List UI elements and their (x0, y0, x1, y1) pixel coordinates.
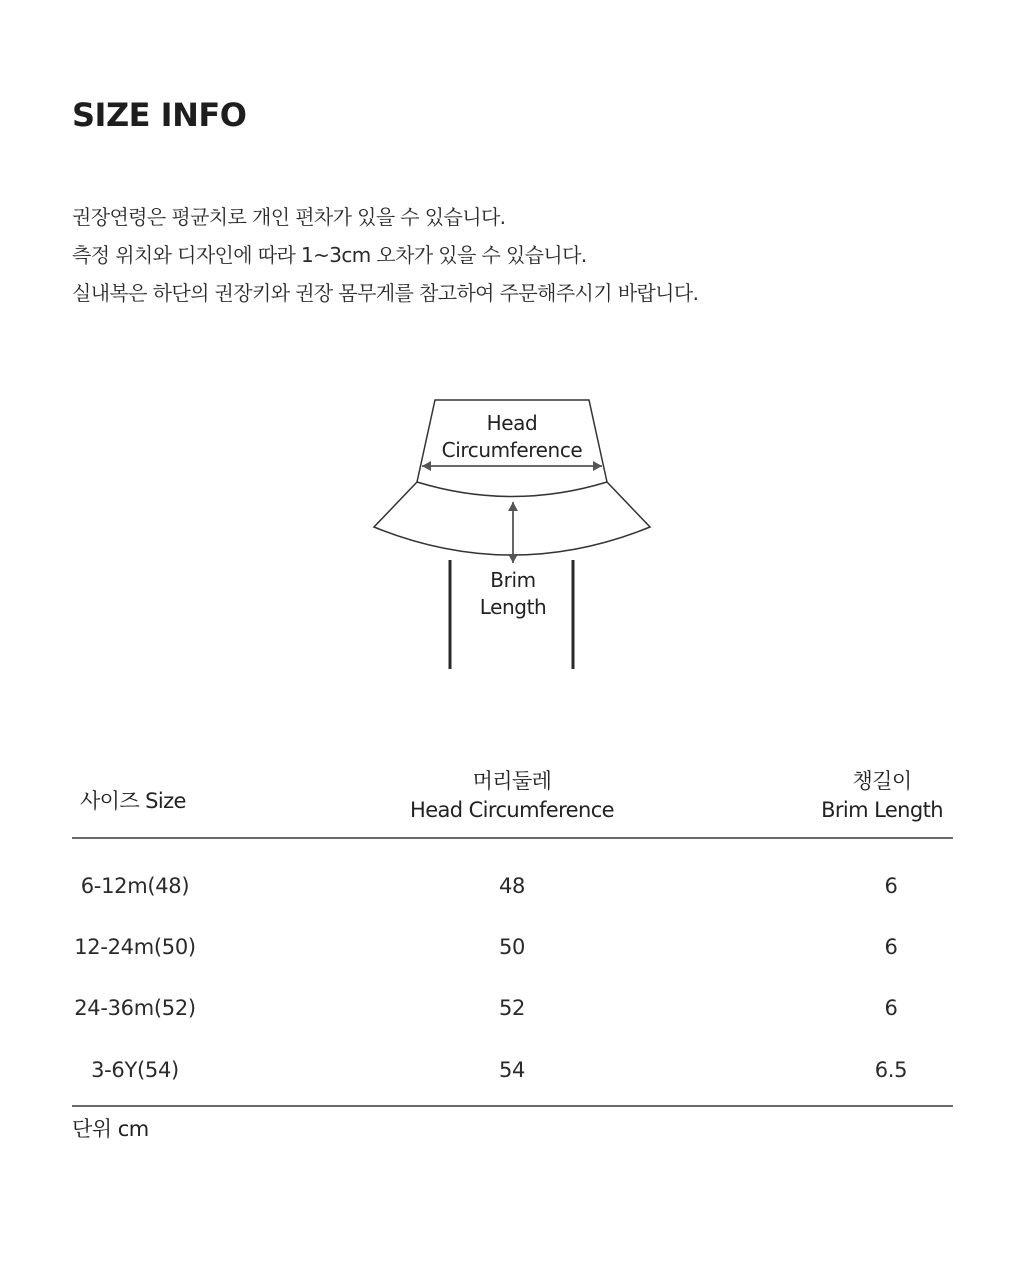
table-body (72, 839, 953, 1107)
hat-brim-outline (374, 482, 650, 555)
size-table (72, 763, 953, 1107)
cell-brim: 6.5 (874, 1058, 908, 1082)
unit-note: 단위 cm (72, 1117, 149, 1141)
cell-brim: 6 (884, 996, 898, 1020)
table-row (72, 993, 953, 1023)
table-row (72, 932, 953, 962)
arrow-up-icon (508, 502, 518, 511)
column-header-head-circumference: 머리둘레 Head Circumference (410, 769, 614, 822)
note-line: 실내복은 하단의 권장키와 권장 몸무게를 참고하여 주문해주시기 바랍니다. (72, 281, 699, 305)
bucket-hat-diagram (370, 395, 654, 671)
brim-length-label: Brim Length (479, 568, 547, 619)
hat-band-line (417, 482, 607, 497)
cell-head: 50 (498, 935, 526, 959)
table-header (72, 763, 953, 839)
arrow-down-icon (508, 554, 518, 563)
cell-head: 52 (498, 996, 526, 1020)
cell-size: 12-24m(50) (74, 935, 196, 959)
note-line: 측정 위치와 디자인에 따라 1~3cm 오차가 있을 수 있습니다. (72, 243, 587, 267)
table-row (72, 871, 953, 901)
table-row (72, 1055, 953, 1085)
head-circumference-label: Head Circumference (441, 411, 583, 462)
cell-size: 6-12m(48) (80, 874, 190, 898)
column-header-brim-length: 챙길이 Brim Length (821, 769, 943, 822)
cell-brim: 6 (884, 935, 898, 959)
column-header-size: 사이즈 Size (80, 789, 186, 813)
size-notes (72, 198, 698, 312)
cell-brim: 6 (884, 874, 898, 898)
cell-size: 3-6Y(54) (91, 1058, 179, 1082)
cell-head: 54 (498, 1058, 526, 1082)
note-line: 권장연령은 평균치로 개인 편차가 있을 수 있습니다. (72, 205, 506, 229)
cell-size: 24-36m(52) (74, 996, 196, 1020)
page-title: SIZE INFO (72, 96, 247, 134)
cell-head: 48 (498, 874, 526, 898)
